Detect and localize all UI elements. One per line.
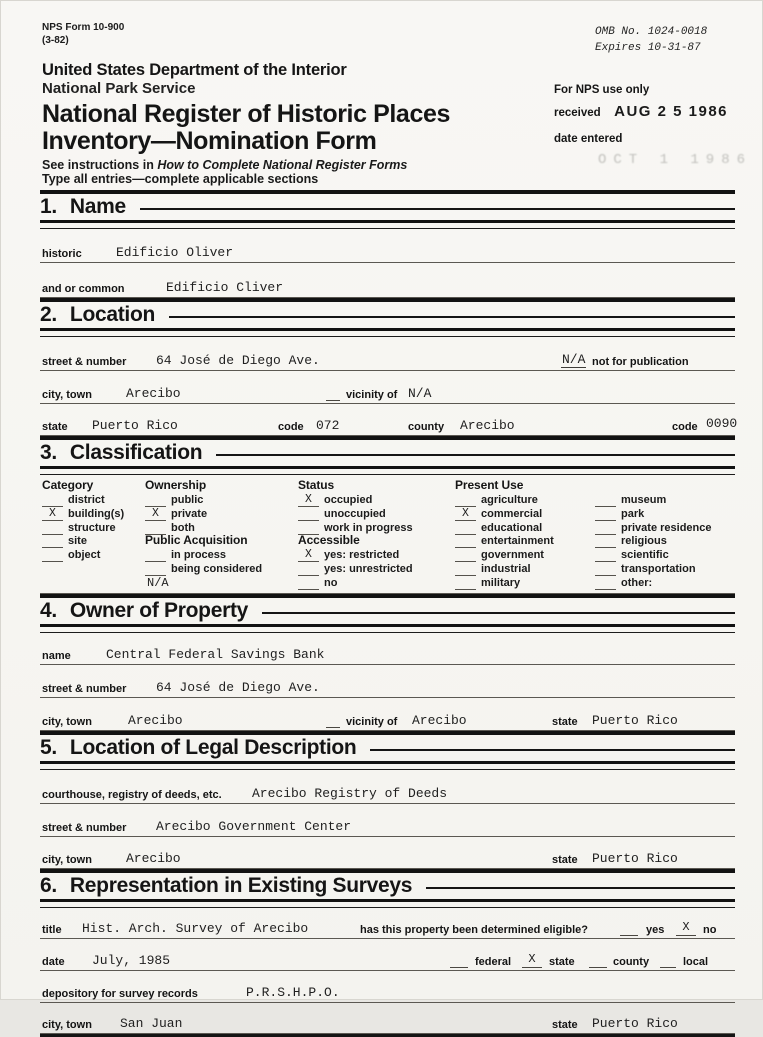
item-object: [42, 547, 142, 561]
street-field[interactable]: 64 José de Diego Ave.: [156, 353, 320, 368]
page-title-line2: Inventory—Nomination Form: [42, 127, 377, 155]
survey-title-label: title: [42, 924, 62, 936]
section-4-header-rule: [262, 612, 735, 615]
county-code-label: code: [672, 421, 698, 433]
present-use-2-spacer: [595, 478, 735, 492]
item-private: [145, 506, 297, 520]
street-label: street & number: [42, 356, 127, 368]
label-park: park: [621, 507, 645, 520]
vicinity-field[interactable]: N/A: [408, 386, 432, 401]
depository-field[interactable]: P.R.S.H.P.O.: [246, 985, 340, 1000]
nps-use-only-label: For NPS use only: [554, 84, 650, 96]
item-government: [455, 547, 593, 561]
section-2-location: [40, 298, 738, 436]
section-5-title: Location of Legal Description: [69, 736, 357, 759]
level-state-label: state: [549, 956, 575, 968]
section-1-header-rule: [140, 208, 735, 211]
owner-vicinity-label: vicinity of: [346, 716, 398, 728]
label-yes-restricted: yes: restricted: [324, 549, 400, 562]
item-buildings: [42, 506, 142, 520]
instructions-prefix: See instructions in: [42, 158, 158, 172]
checkbox-buildings[interactable]: X: [42, 508, 63, 521]
item-no: [298, 575, 453, 589]
owner-street-label: street & number: [42, 683, 127, 695]
section-5-header-rule: [370, 749, 735, 752]
section-5-header: [40, 735, 735, 761]
checkbox-commercial[interactable]: X: [455, 508, 476, 521]
column-present-use-1: [455, 478, 593, 589]
field-row-courthouse: [40, 770, 735, 804]
section-6-header: [40, 873, 735, 899]
label-public: public: [171, 494, 204, 506]
field-row-survey-title: [40, 908, 735, 939]
label-in-process: in process: [171, 549, 227, 562]
field-row-survey-city: [40, 1003, 735, 1034]
accessible-header: Accessible: [298, 533, 360, 548]
label-government: government: [481, 549, 544, 562]
owner-name-field[interactable]: Central Federal Savings Bank: [106, 647, 325, 662]
common-name-label: and or common: [42, 283, 125, 295]
section-4-title: Owner of Property: [69, 599, 249, 622]
label-transportation: transportation: [621, 562, 696, 575]
label-structure: structure: [68, 521, 116, 534]
department-title: United States Department of the Interior: [42, 61, 347, 79]
item-park: [595, 506, 735, 520]
section-3-header-rule: [216, 454, 735, 457]
item-agriculture: [455, 492, 593, 506]
section-6-header-rule: [426, 887, 735, 890]
checkbox-object[interactable]: [42, 549, 63, 562]
level-county-checkbox[interactable]: [589, 953, 607, 968]
label-work-in-progress: work in progress: [324, 521, 413, 534]
field-row-depository: [40, 971, 735, 1003]
state-code-label: code: [278, 421, 304, 433]
column-category: [42, 478, 142, 561]
eligible-yes-label: yes: [646, 924, 665, 936]
item-work-in-progress: [298, 520, 453, 534]
owner-state-field[interactable]: Puerto Rico: [592, 713, 678, 728]
label-educational: educational: [481, 521, 543, 534]
date-entered-label: date entered: [554, 133, 623, 145]
field-row-state: [40, 404, 738, 436]
checkbox-private[interactable]: X: [145, 508, 166, 521]
field-row-legal-city: [40, 837, 735, 869]
owner-vicinity-checkbox[interactable]: [326, 713, 340, 728]
section-2-title: Location: [69, 303, 156, 326]
city-field[interactable]: Arecibo: [126, 386, 181, 401]
item-commercial: [455, 506, 593, 520]
acquisition-na-field[interactable]: N/A: [147, 575, 169, 590]
label-museum: museum: [621, 494, 667, 506]
item-occupied: [298, 492, 453, 506]
state-code-field[interactable]: 072: [316, 418, 340, 433]
checkbox-military[interactable]: [455, 577, 476, 590]
item-acquisition-na: [145, 575, 297, 589]
received-label: received: [554, 107, 601, 119]
legal-city-field[interactable]: Arecibo: [126, 851, 181, 866]
section-3-header: [40, 440, 735, 466]
historic-label: historic: [42, 248, 82, 260]
present-use-header: Present Use: [455, 478, 524, 492]
state-label: state: [42, 421, 68, 433]
county-field[interactable]: Arecibo: [460, 418, 515, 433]
label-unoccupied: unoccupied: [324, 507, 386, 520]
field-row-owner-name: [40, 633, 735, 665]
field-row-owner-city: [40, 698, 735, 731]
eligible-yes-checkbox[interactable]: [620, 921, 638, 936]
form-sections: [40, 190, 738, 1037]
section-6-surveys: [40, 869, 735, 1037]
field-row-owner-street: [40, 665, 735, 698]
label-entertainment: entertainment: [481, 535, 554, 548]
label-military: military: [481, 576, 521, 589]
item-museum: [595, 492, 735, 506]
section-5-number: 5.: [40, 736, 57, 759]
omb-expires: Expires 10-31-87: [595, 41, 701, 54]
instructions-line2: Type all entries—complete applicable sections: [42, 172, 319, 186]
item-military: [455, 575, 593, 589]
county-code-field[interactable]: 0090: [706, 416, 738, 431]
field-row-historic: [40, 229, 735, 263]
section-1-number: 1.: [40, 195, 57, 218]
label-district: district: [68, 494, 105, 506]
common-name-field[interactable]: Edificio Cliver: [166, 280, 284, 295]
section-3-classification: [40, 436, 735, 594]
survey-state-label: state: [552, 1019, 578, 1031]
item-site: [42, 533, 142, 547]
courthouse-label: courthouse, registry of deeds, etc.: [42, 789, 222, 801]
item-entertainment: [455, 533, 593, 547]
section-1-rule-bottom: [40, 220, 735, 229]
category-header: Category: [42, 478, 94, 492]
classification-grid: [40, 475, 735, 594]
received-row: [554, 103, 728, 121]
instructions-booklet-title: How to Complete National Register Forms: [157, 158, 408, 172]
item-yes-unrestricted: [298, 561, 453, 575]
survey-state-field[interactable]: Puerto Rico: [592, 1016, 678, 1031]
section-3-number: 3.: [40, 441, 57, 464]
label-commercial: commercial: [481, 507, 543, 520]
label-site: site: [68, 535, 87, 548]
legal-street-label: street & number: [42, 822, 127, 834]
item-industrial: [455, 561, 593, 575]
owner-city-field[interactable]: Arecibo: [128, 713, 183, 728]
level-state-checkbox[interactable]: X: [522, 953, 542, 968]
field-row-street: [40, 337, 735, 371]
survey-date-label: date: [42, 956, 65, 968]
legal-state-label: state: [552, 854, 578, 866]
depository-label: depository for survey records: [42, 988, 198, 1000]
label-agriculture: agriculture: [481, 494, 538, 506]
label-private: private: [171, 507, 208, 520]
label-buildings: building(s): [68, 507, 125, 520]
label-religious: religious: [621, 535, 667, 548]
item-in-process: [145, 547, 297, 561]
field-row-common-name: [40, 263, 735, 298]
county-label: county: [408, 421, 445, 433]
survey-title-field[interactable]: Hist. Arch. Survey of Arecibo: [82, 921, 309, 936]
city-label: city, town: [42, 389, 92, 401]
public-acquisition-header: Public Acquisition: [145, 533, 248, 548]
level-federal-checkbox[interactable]: [450, 953, 468, 968]
checkbox-no[interactable]: [298, 577, 319, 590]
item-unoccupied: [298, 506, 453, 520]
item-educational: [455, 520, 593, 534]
label-yes-unrestricted: yes: unrestricted: [324, 563, 413, 576]
section-4-rule-bottom: [40, 624, 735, 633]
level-local-label: local: [683, 956, 709, 968]
section-6-rule-bottom: [40, 899, 735, 908]
field-row-legal-street: [40, 804, 735, 837]
survey-date-field[interactable]: July, 1985: [92, 953, 171, 968]
checkbox-unoccupied[interactable]: [298, 508, 319, 521]
checkbox-occupied[interactable]: X: [298, 494, 319, 507]
section-1-title: Name: [69, 195, 126, 218]
section-3-title: Classification: [69, 441, 203, 464]
section-1-name: [40, 190, 735, 298]
item-yes-restricted: [298, 547, 453, 561]
label-private-residence: private residence: [621, 521, 712, 534]
item-district: [42, 492, 142, 506]
section-5-rule-bottom: [40, 761, 735, 770]
omb-block: [595, 25, 707, 57]
item-structure: [42, 520, 142, 534]
checkbox-park[interactable]: [595, 508, 616, 521]
page-title-line1: National Register of Historic Places: [42, 100, 450, 128]
label-industrial: industrial: [481, 562, 531, 575]
eligible-no-checkbox[interactable]: X: [676, 921, 696, 936]
item-other: [595, 575, 735, 589]
field-row-city: [40, 371, 735, 404]
section-4-header: [40, 598, 735, 624]
survey-city-field[interactable]: San Juan: [120, 1016, 183, 1031]
section-2-number: 2.: [40, 303, 57, 326]
agency-title: National Park Service: [42, 80, 196, 97]
column-present-use-2: [595, 478, 735, 589]
form-number-line2: (3-82): [42, 35, 69, 46]
eligible-question-label: has this property been determined eligible?: [360, 924, 588, 936]
field-row-survey-date: [40, 939, 735, 971]
level-local-checkbox[interactable]: [660, 953, 676, 968]
owner-city-label: city, town: [42, 716, 92, 728]
state-field[interactable]: Puerto Rico: [92, 418, 178, 433]
owner-street-field[interactable]: 64 José de Diego Ave.: [156, 680, 320, 695]
status-header: Status: [298, 478, 335, 492]
not-for-publication-label: not for publication: [592, 356, 689, 368]
item-public: [145, 492, 297, 506]
column-ownership: [145, 478, 297, 589]
eligible-no-label: no: [703, 924, 717, 936]
legal-city-label: city, town: [42, 854, 92, 866]
label-occupied: occupied: [324, 494, 373, 506]
section-6-title: Representation in Existing Surveys: [69, 874, 413, 897]
survey-city-label: city, town: [42, 1019, 92, 1031]
section-4-number: 4.: [40, 599, 57, 622]
owner-vicinity-field[interactable]: Arecibo: [412, 713, 467, 728]
owner-state-label: state: [552, 716, 578, 728]
legal-state-field[interactable]: Puerto Rico: [592, 851, 678, 866]
section-5-legal: [40, 731, 735, 869]
ownership-header: Ownership: [145, 478, 207, 492]
label-both: both: [171, 521, 195, 534]
section-3-rule-bottom: [40, 466, 735, 475]
owner-name-label: name: [42, 650, 71, 662]
received-date-stamp: AUG 2 5 1986: [614, 103, 729, 120]
item-scientific: [595, 547, 735, 561]
level-county-label: county: [613, 956, 650, 968]
label-being-considered: being considered: [171, 563, 263, 576]
not-for-publication-na[interactable]: N/A: [562, 352, 586, 367]
item-private-residence: [595, 520, 735, 534]
omb-number: OMB No. 1024-0018: [595, 26, 708, 38]
column-status: [298, 478, 453, 589]
label-other: other:: [621, 576, 653, 589]
checkbox-other[interactable]: [595, 577, 616, 590]
item-transportation: [595, 561, 735, 575]
checkbox-yes-restricted[interactable]: X: [298, 549, 319, 562]
section-2-header: [40, 302, 735, 328]
section-4-owner: [40, 594, 735, 731]
label-scientific: scientific: [621, 549, 669, 562]
level-federal-label: federal: [475, 956, 512, 968]
item-religious: [595, 533, 735, 547]
label-no: no: [324, 576, 338, 589]
section-2-header-rule: [169, 316, 735, 319]
section-2-rule-bottom: [40, 328, 735, 337]
section-6-number: 6.: [40, 874, 57, 897]
item-being-considered: [145, 561, 297, 575]
courthouse-field[interactable]: Arecibo Registry of Deeds: [252, 786, 448, 801]
item-both: [145, 520, 297, 534]
form-number: [42, 21, 124, 47]
historic-name-field[interactable]: Edificio Oliver: [116, 245, 234, 260]
legal-street-field[interactable]: Arecibo Government Center: [156, 819, 352, 834]
section-1-header: [40, 194, 735, 220]
instructions-line1: [42, 158, 407, 172]
date-entered-stamp: OCT 1 1986: [598, 152, 753, 168]
vicinity-label: vicinity of: [346, 389, 398, 401]
form-number-line1: NPS Form 10-900: [42, 22, 125, 33]
label-object: object: [68, 549, 101, 562]
vicinity-checkbox[interactable]: [326, 386, 340, 401]
